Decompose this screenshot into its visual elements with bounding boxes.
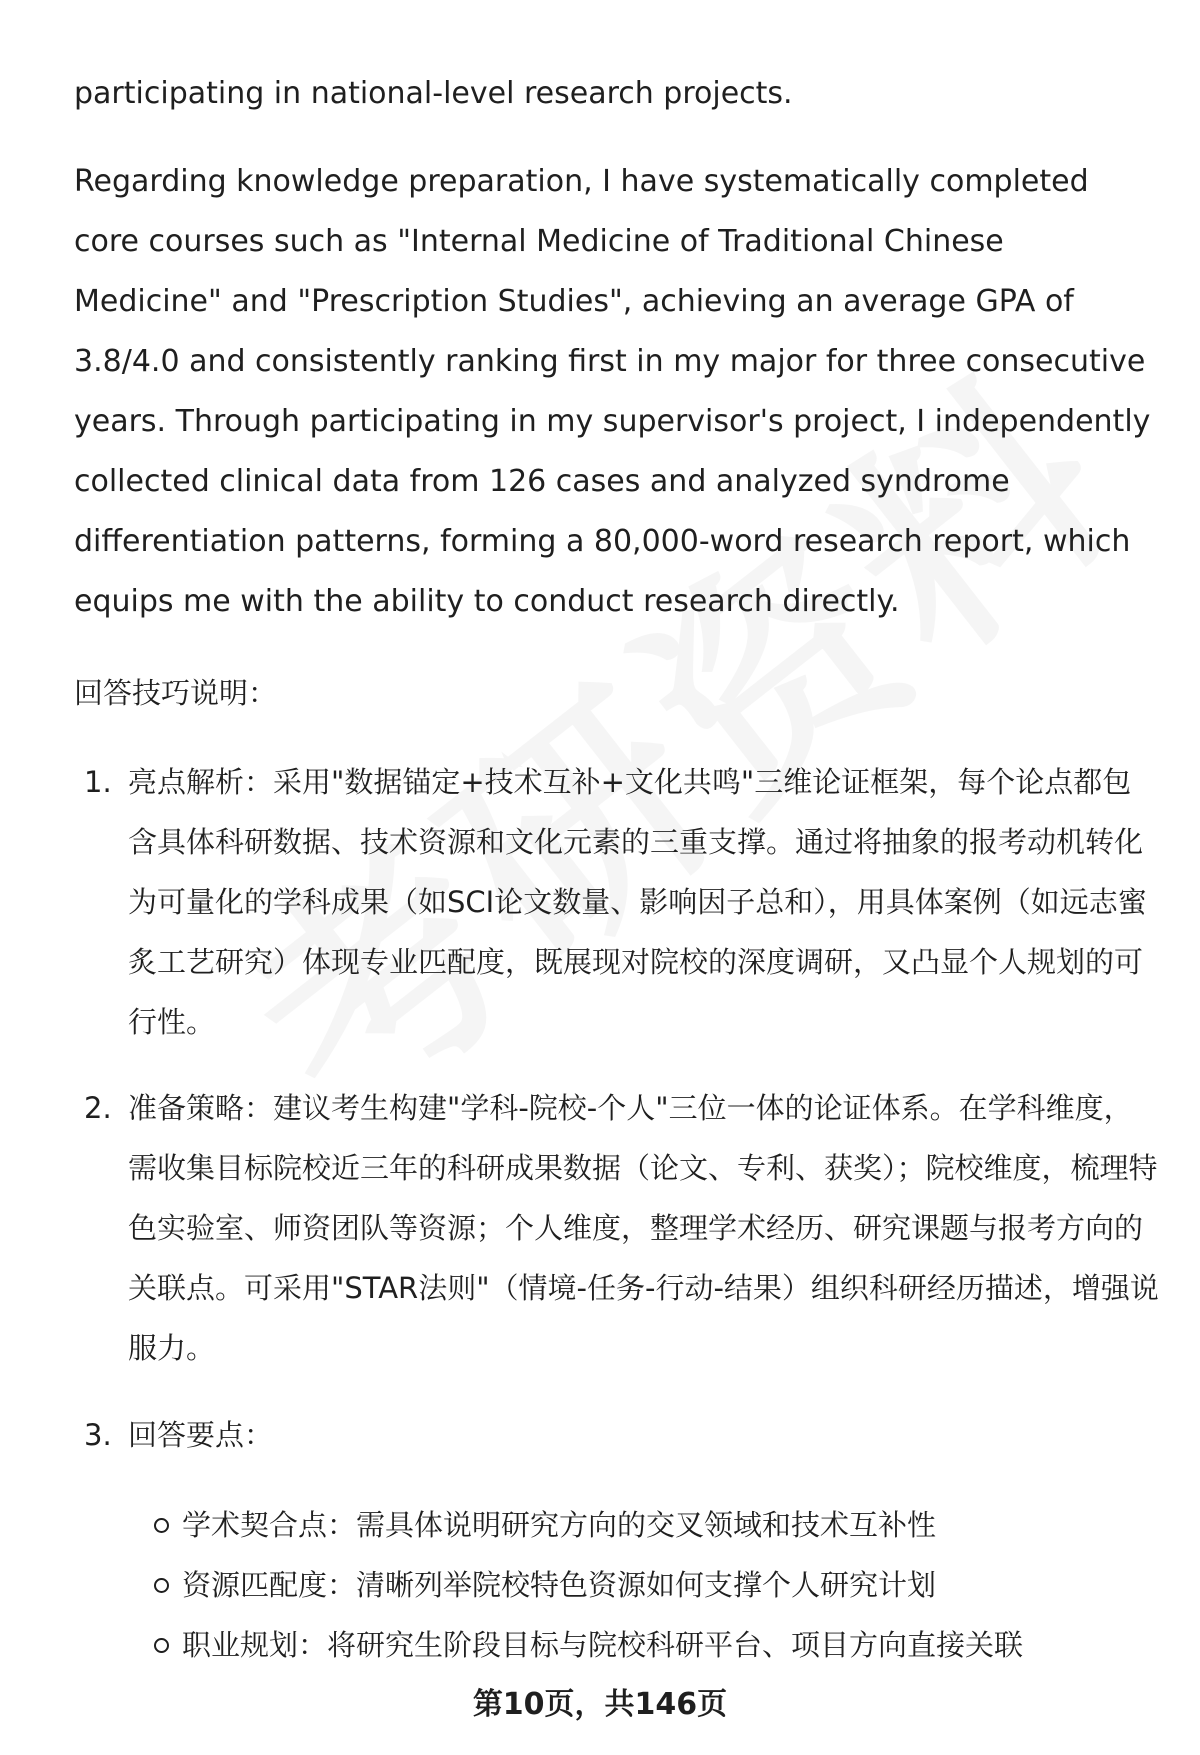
list-text: 回答要点： [128,1418,274,1452]
bullet-item [74,1555,1160,1615]
page-footer: 第10页，共146页 [472,1687,728,1722]
list-number: 3. [84,1418,112,1452]
list-item [74,752,1160,1052]
circle-bullet-icon [154,1638,169,1653]
bullet-item [74,1615,1160,1675]
circle-bullet-icon [154,1518,169,1533]
list-number: 1. [84,765,112,799]
bullet-text: 学术契合点：需具体说明研究方向的交叉领域和技术互补性 [182,1508,937,1542]
bullet-text: 职业规划：将研究生阶段目标与院校科研平台、项目方向直接关联 [182,1628,1024,1662]
list-text: 准备策略：建议考生构建"学科-院校-个人"三位一体的论证体系。在学科维度，需收集目标院校近三年的科研成果数据（论文、专利、获奖）；院校维度，梳理特色实验室、师资团队等资源；个人维度，整理学术经历、研究课题与报考方向的关联点。可采用"STAR法则"（情境-任务-行动-结果）组织科研经历描述，增强说服力。 [128,1091,1159,1365]
bullet-text: 资源匹配度：清晰列举院校特色资源如何支撑个人研究计划 [182,1568,937,1602]
paragraph-intro: participating in national-level research projects. [74,76,793,111]
section-heading: 回答技巧说明： [74,676,278,710]
circle-bullet-icon [154,1578,169,1593]
list-text: 亮点解析：采用"数据锚定+技术互补+文化共鸣"三维论证框架，每个论点都包含具体科研数据、技术资源和文化元素的三重支撑。通过将抽象的报考动机转化为可量化的学科成果（如SCI论文数量、影响因子总和），用具体案例（如远志蜜炙工艺研究）体现专业匹配度，既展现对院校的深度调研，又凸显个人规划的可行性。 [128,765,1147,1039]
list-number: 2. [84,1091,112,1125]
bullet-item [74,1495,1160,1555]
list-item [74,1078,1160,1378]
list-item [74,1405,1160,1465]
paragraph-knowledge: Regarding knowledge preparation, I have systematically completed core courses such as "Internal Medicine of Traditional Chinese Medicine" and "Prescription Studies", achieving an average GPA of 3.8/4.0 and consistently ranking first in my major for three consecutive years. Through participating in my supervisor's project, I independently collected clinical data from 126 cases and analyzed syndrome differentiation patterns, forming a 80,000-word research report, which equips me with the ability to conduct research directly. [74,164,1151,619]
